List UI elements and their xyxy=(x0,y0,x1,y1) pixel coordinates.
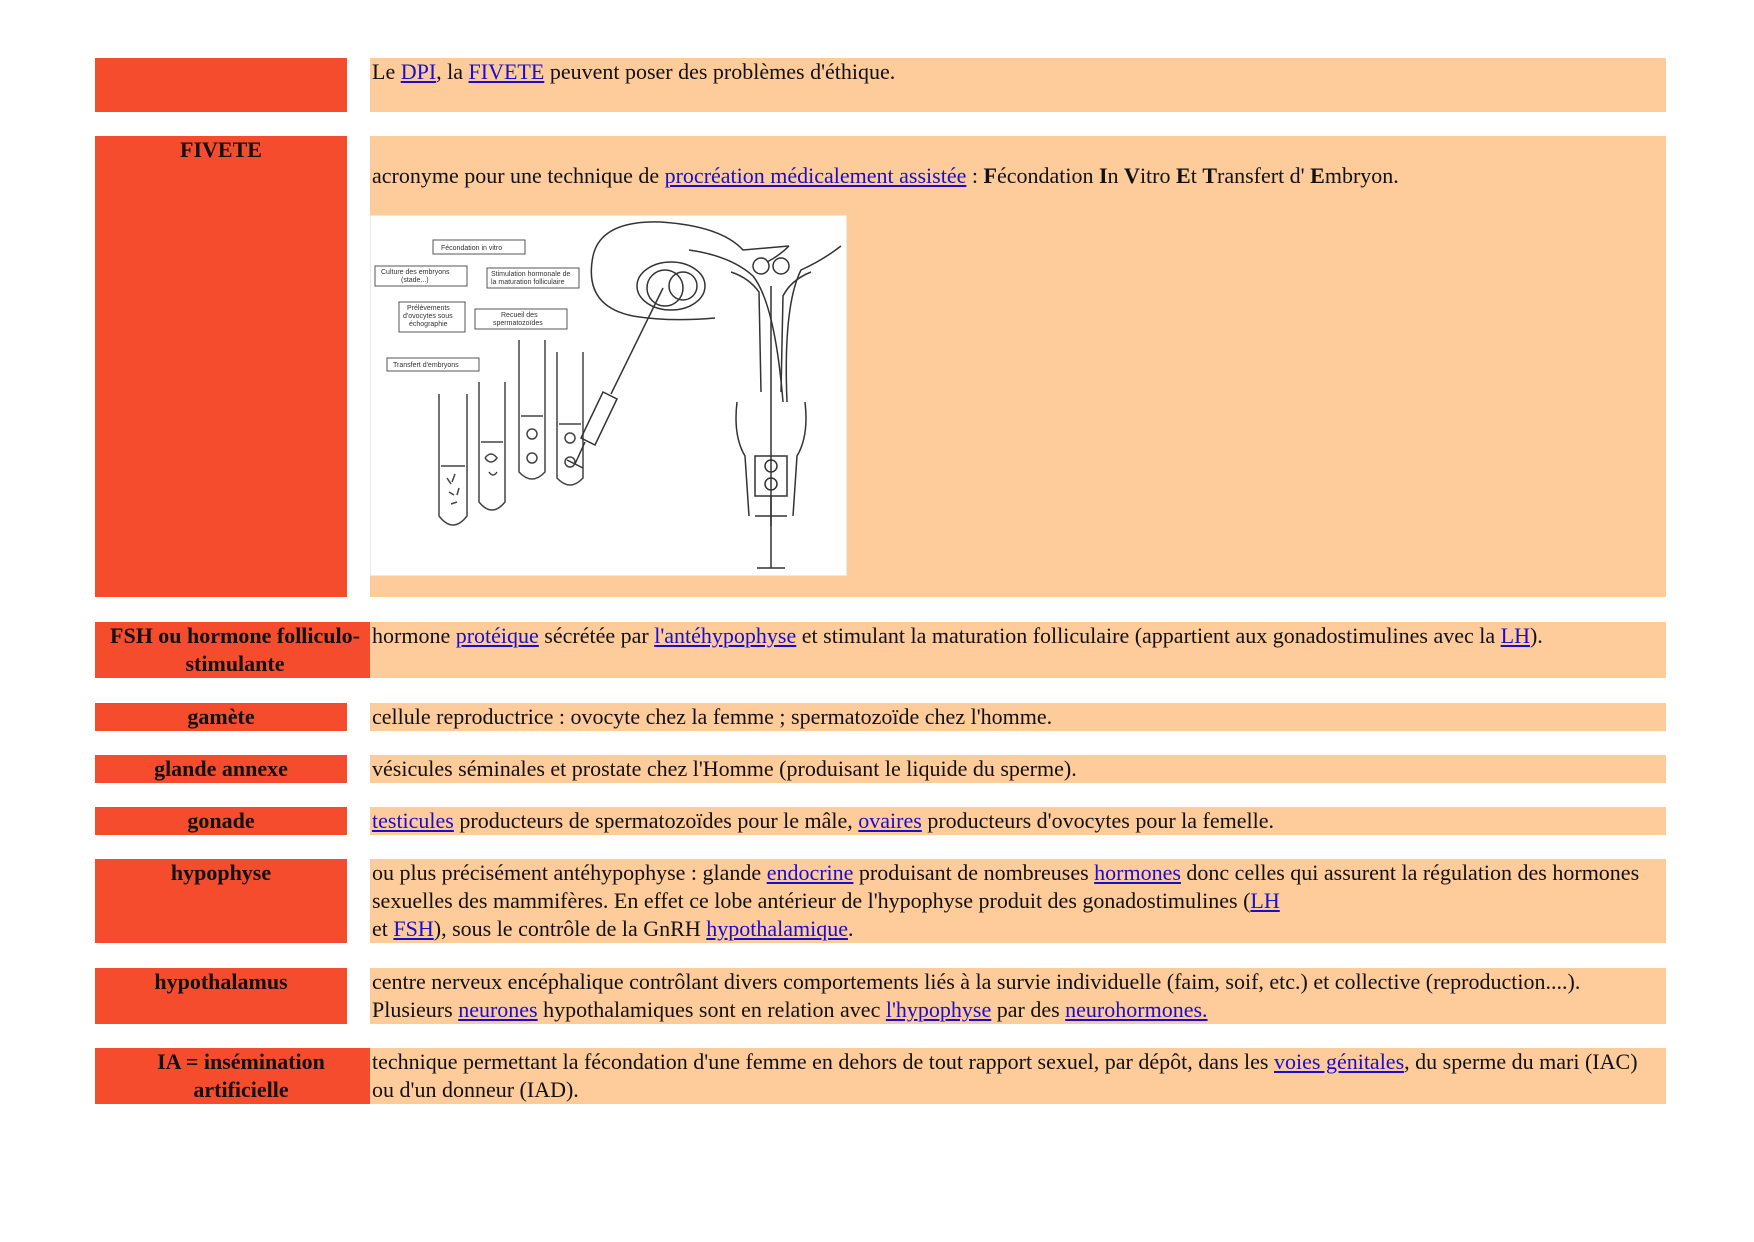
term-cell: hypothalamus xyxy=(95,968,347,1024)
text: , la xyxy=(436,59,469,84)
text: écondation xyxy=(996,163,1099,188)
link-neurohormones[interactable]: neurohormones. xyxy=(1065,997,1208,1022)
link-hypophyse[interactable]: l'hypophyse xyxy=(885,997,992,1022)
term-cell: gonade xyxy=(95,807,347,835)
label-stim-1: Stimulation hormonale de xyxy=(491,271,571,278)
link-lh[interactable]: LH xyxy=(1500,623,1530,648)
definition-cell xyxy=(370,136,1666,597)
text: producteurs de spermatozoïdes pour le mâle, xyxy=(453,808,859,833)
link-hormones[interactable]: hormones xyxy=(1094,860,1181,885)
text: technique permettant la fécondation d'une femme en dehors de tout rapport sexuel, par dépôt, dans les xyxy=(372,1049,1274,1074)
text: Le xyxy=(372,59,401,84)
label-recueil-1: Recueil des xyxy=(501,312,538,319)
glossary-row xyxy=(95,136,1666,597)
term-cell: glande annexe xyxy=(95,755,347,783)
definition-text xyxy=(372,162,1666,190)
text: et xyxy=(372,916,394,941)
text: . xyxy=(848,916,854,941)
text: donc celles qui assurent la régulation des hormones sexuelles des mammifères. En effet ce lobe antérieur de l'hypophyse produit des gonadostimulines ( xyxy=(372,860,1640,913)
term-cell: hypophyse xyxy=(95,859,347,943)
text: cellule reproductrice : ovocyte chez la femme ; spermatozoïde chez l'homme. xyxy=(372,704,1053,729)
text: hormone xyxy=(372,623,456,648)
ivf-diagram xyxy=(370,215,847,576)
link-antehypophyse[interactable]: l'antéhypophyse xyxy=(654,623,797,648)
text: hypothalamiques sont en relation avec xyxy=(537,997,886,1022)
glossary-row xyxy=(95,622,1666,678)
label-recueil-2: spermatozoïdes xyxy=(493,320,543,327)
link-voies-genitales[interactable]: voies génitales xyxy=(1274,1049,1405,1074)
acronym-letter: E xyxy=(1310,163,1325,188)
link-endocrine[interactable]: endocrine xyxy=(766,860,854,885)
glossary-row xyxy=(95,859,1666,943)
link-neurones[interactable]: neurones xyxy=(458,997,538,1022)
text: et stimulant la maturation folliculaire (appartient aux gonadostimulines avec la xyxy=(796,623,1501,648)
link-fsh[interactable]: FSH xyxy=(393,916,434,941)
label-prel-1: Prélèvements xyxy=(407,305,450,312)
text: par des xyxy=(991,997,1066,1022)
text: vésicules séminales et prostate chez l'Homme (produisant le liquide du sperme). xyxy=(372,756,1077,781)
glossary-row xyxy=(95,58,1666,112)
link-proteique[interactable]: protéique xyxy=(455,623,539,648)
text: : xyxy=(966,163,984,188)
text: producteurs d'ovocytes pour la femelle. xyxy=(921,808,1275,833)
link-testicules[interactable]: testicules xyxy=(372,808,454,833)
acronym-letter: T xyxy=(1202,163,1217,188)
definition-cell xyxy=(370,622,1666,678)
term-cell: FSH ou hormone folliculo-stimulante xyxy=(95,622,375,678)
link-ovaires[interactable]: ovaires xyxy=(858,808,922,833)
link-fivete[interactable]: FIVETE xyxy=(468,59,545,84)
label-fiv: Fécondation in vitro xyxy=(441,245,503,252)
definition-cell xyxy=(370,755,1666,783)
label-transfert: Transfert d'embryons xyxy=(393,362,459,369)
acronym-letter: F xyxy=(983,163,997,188)
term-cell: IA = insémination artificielle xyxy=(95,1048,387,1104)
definition-cell xyxy=(370,859,1666,943)
text: produisant de nombreuses xyxy=(853,860,1095,885)
text: peuvent poser des problèmes d'éthique. xyxy=(544,59,896,84)
text: ou plus précisément antéhypophyse : glande xyxy=(372,860,767,885)
definition-cell xyxy=(370,703,1666,731)
glossary-row xyxy=(95,703,1666,731)
glossary-row xyxy=(95,755,1666,783)
text: itro xyxy=(1139,163,1176,188)
text: n xyxy=(1107,163,1125,188)
glossary-row xyxy=(95,968,1666,1024)
text: ), sous le contrôle de la GnRH xyxy=(433,916,707,941)
text: ransfert d' xyxy=(1217,163,1311,188)
text: sécrétée par xyxy=(538,623,655,648)
definition-cell xyxy=(370,807,1666,835)
term-cell: FIVETE xyxy=(95,136,347,597)
label-stim-2: la maturation folliculaire xyxy=(491,279,565,286)
text: ). xyxy=(1529,623,1543,648)
label-prel-3: échographie xyxy=(409,321,448,328)
text: acronyme pour une technique de xyxy=(372,163,665,188)
link-hypothalamique[interactable]: hypothalamique xyxy=(706,916,848,941)
text: t xyxy=(1190,163,1203,188)
glossary-row xyxy=(95,1048,1666,1104)
acronym-letter: V xyxy=(1124,163,1140,188)
link-dpi[interactable]: DPI xyxy=(400,59,437,84)
ivf-diagram-svg xyxy=(371,216,846,575)
label-prel-2: d'ovocytes sous xyxy=(403,313,453,320)
definition-cell xyxy=(370,968,1666,1024)
label-culture-2: (stade...) xyxy=(401,277,429,284)
text: centre nerveux encéphalique contrôlant divers comportements liés à la survie individuelle (faim, soif, etc.) et collective (reproduction....). Plusieurs xyxy=(372,969,1581,1022)
text: , du sperme du mari (IAC) ou d'un donneur (IAD). xyxy=(372,1049,1638,1102)
term-cell: gamète xyxy=(95,703,347,731)
definition-cell xyxy=(370,58,1666,112)
term-cell xyxy=(95,58,347,112)
glossary-row xyxy=(95,807,1666,835)
acronym-letter: E xyxy=(1176,163,1191,188)
link-pma[interactable]: procréation médicalement assistée xyxy=(664,163,967,188)
text: mbryon. xyxy=(1324,163,1399,188)
syringe xyxy=(567,288,663,468)
acronym-letter: I xyxy=(1098,163,1108,188)
label-culture-1: Culture des embryons xyxy=(381,269,450,276)
link-lh[interactable]: LH xyxy=(1250,888,1280,913)
uterus-drawing xyxy=(689,246,841,568)
definition-cell xyxy=(370,1048,1666,1104)
